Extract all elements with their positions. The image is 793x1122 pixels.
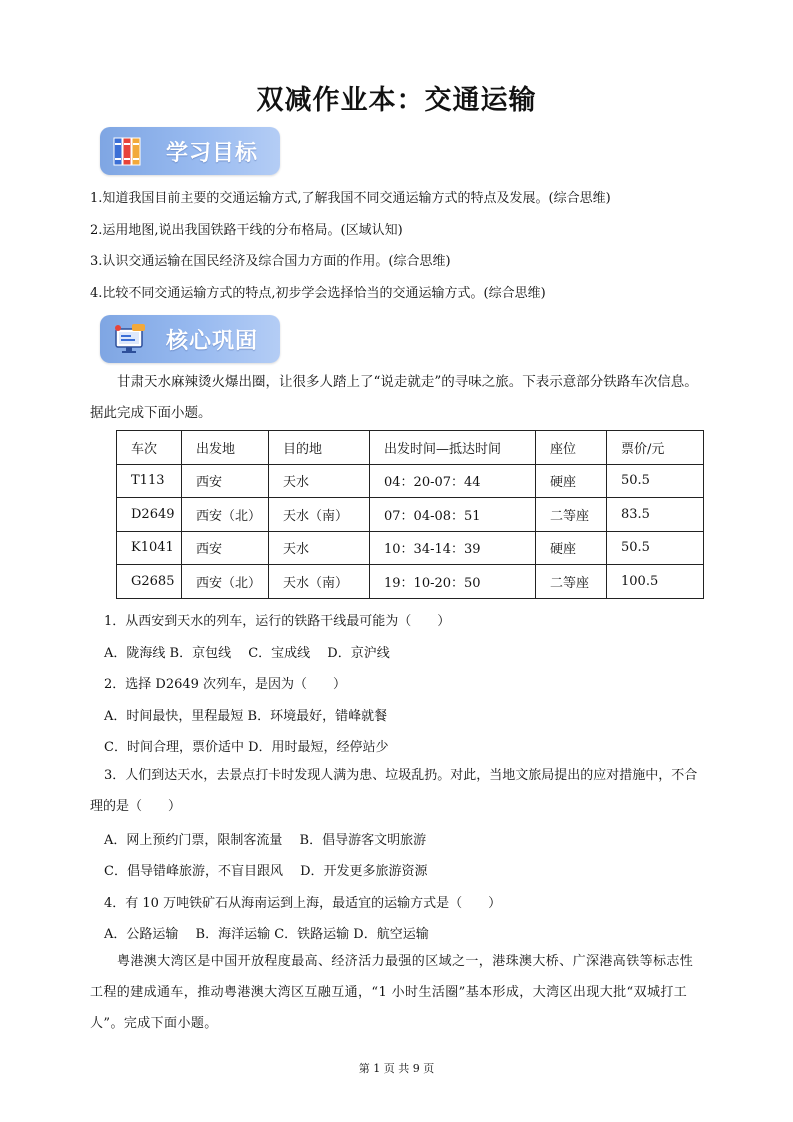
objective-1: 1.知道我国目前主要的交通运输方式,了解我国不同交通运输方式的特点及发展。(综合思维) [90,191,611,206]
table-cell: 二等座 [536,498,607,532]
table-cell: 10：34-14：39 [370,531,536,565]
table-cell: 硬座 [536,531,607,565]
question-3-options-b: C．倡导错峰旅游，不盲目跟风 D．开发更多旅游资源 [104,864,428,879]
table-header-row [117,431,704,465]
objective-4: 4.比较不同交通运输方式的特点,初步学会选择恰当的交通运输方式。(综合思维) [90,286,546,301]
table-header-cell: 座位 [536,431,607,465]
question-2: 2．选择 D2649 次列车，是因为（ ） [104,677,347,692]
table-cell: 83.5 [607,498,704,532]
table-cell: 西安 [182,531,269,565]
table-row [117,565,704,599]
question-4: 4．有 10 万吨铁矿石从海南运到上海，最适宜的运输方式是（ ） [104,896,502,911]
section-label-core: 核心巩固 [166,329,259,354]
question-3: 3．人们到达天水，去景点打卡时发现人满为患、垃圾乱扔。对此，当地文旅局提出的应对措施中，不合理的是（ ） [90,768,698,814]
table-cell: 50.5 [607,531,704,565]
page-title: 双减作业本：交通运输 [256,85,537,116]
page-footer: 第 1 页 共 9 页 [358,1062,435,1075]
table-cell: 天水（南） [269,498,370,532]
table-cell: 硬座 [536,464,607,498]
table-cell: 天水 [269,531,370,565]
table-cell: D2649 [117,498,182,532]
table-cell: 西安（北） [182,498,269,532]
table-cell: K1041 [117,531,182,565]
table-cell: 19：10-20：50 [370,565,536,599]
table-header-cell: 出发时间—抵达时间 [370,431,536,465]
table-header-cell: 目的地 [269,431,370,465]
table-header-cell: 票价/元 [607,431,704,465]
table-cell: 二等座 [536,565,607,599]
table-cell: 天水 [269,464,370,498]
question-2-options-b: C．时间合理，票价适中 D．用时最短，经停站少 [104,740,389,755]
table-header-cell: 车次 [117,431,182,465]
table-cell: T113 [117,464,182,498]
table-cell: 西安（北） [182,565,269,599]
table-cell: 天水（南） [269,565,370,599]
table-cell: 50.5 [607,464,704,498]
question-1-options: A．陇海线 B．京包线 C．宝成线 D．京沪线 [104,646,390,661]
table-row [117,464,704,498]
section-banner-core [100,315,280,363]
objective-2: 2.运用地图,说出我国铁路干线的分布格局。(区域认知) [90,223,403,238]
question-2-options-a: A．时间最快，里程最短 B．环境最好，错峰就餐 [104,709,388,724]
question-4-options: A．公路运输 B．海洋运输 C．铁路运输 D．航空运输 [104,927,429,942]
question-1: 1．从西安到天水的列车，运行的铁路干线最可能为（ ） [104,614,451,629]
table-cell: 西安 [182,464,269,498]
section-label-objectives: 学习目标 [166,141,259,166]
intro-paragraph: 甘肃天水麻辣烫火爆出圈，让很多人踏上了“说走就走”的寻味之旅。下表示意部分铁路车次信息。据此完成下面小题。 [90,374,698,421]
table-row [117,531,704,565]
table-header-cell: 出发地 [182,431,269,465]
table-cell: G2685 [117,565,182,599]
objective-3: 3.认识交通运输在国民经济及综合国力方面的作用。(综合思维) [90,254,451,269]
books-icon [112,134,146,168]
train-schedule-table [116,430,704,599]
computer-icon [112,322,146,356]
table-cell: 04：20-07：44 [370,464,536,498]
table-cell: 07：04-08：51 [370,498,536,532]
table-row [117,498,704,532]
question-3-options-a: A．网上预约门票，限制客流量 B．倡导游客文明旅游 [104,833,427,848]
intro-paragraph-2: 粤港澳大湾区是中国开放程度最高、经济活力最强的区域之一，港珠澳大桥、广深港高铁等标志性工程的建成通车，推动粤港澳大湾区互融互通，“1 小时生活圈”基本形成，大湾区出现大批“双城打工人”。完成下面小题。 [90,954,694,1031]
table-cell: 100.5 [607,565,704,599]
section-banner-objectives [100,127,280,175]
